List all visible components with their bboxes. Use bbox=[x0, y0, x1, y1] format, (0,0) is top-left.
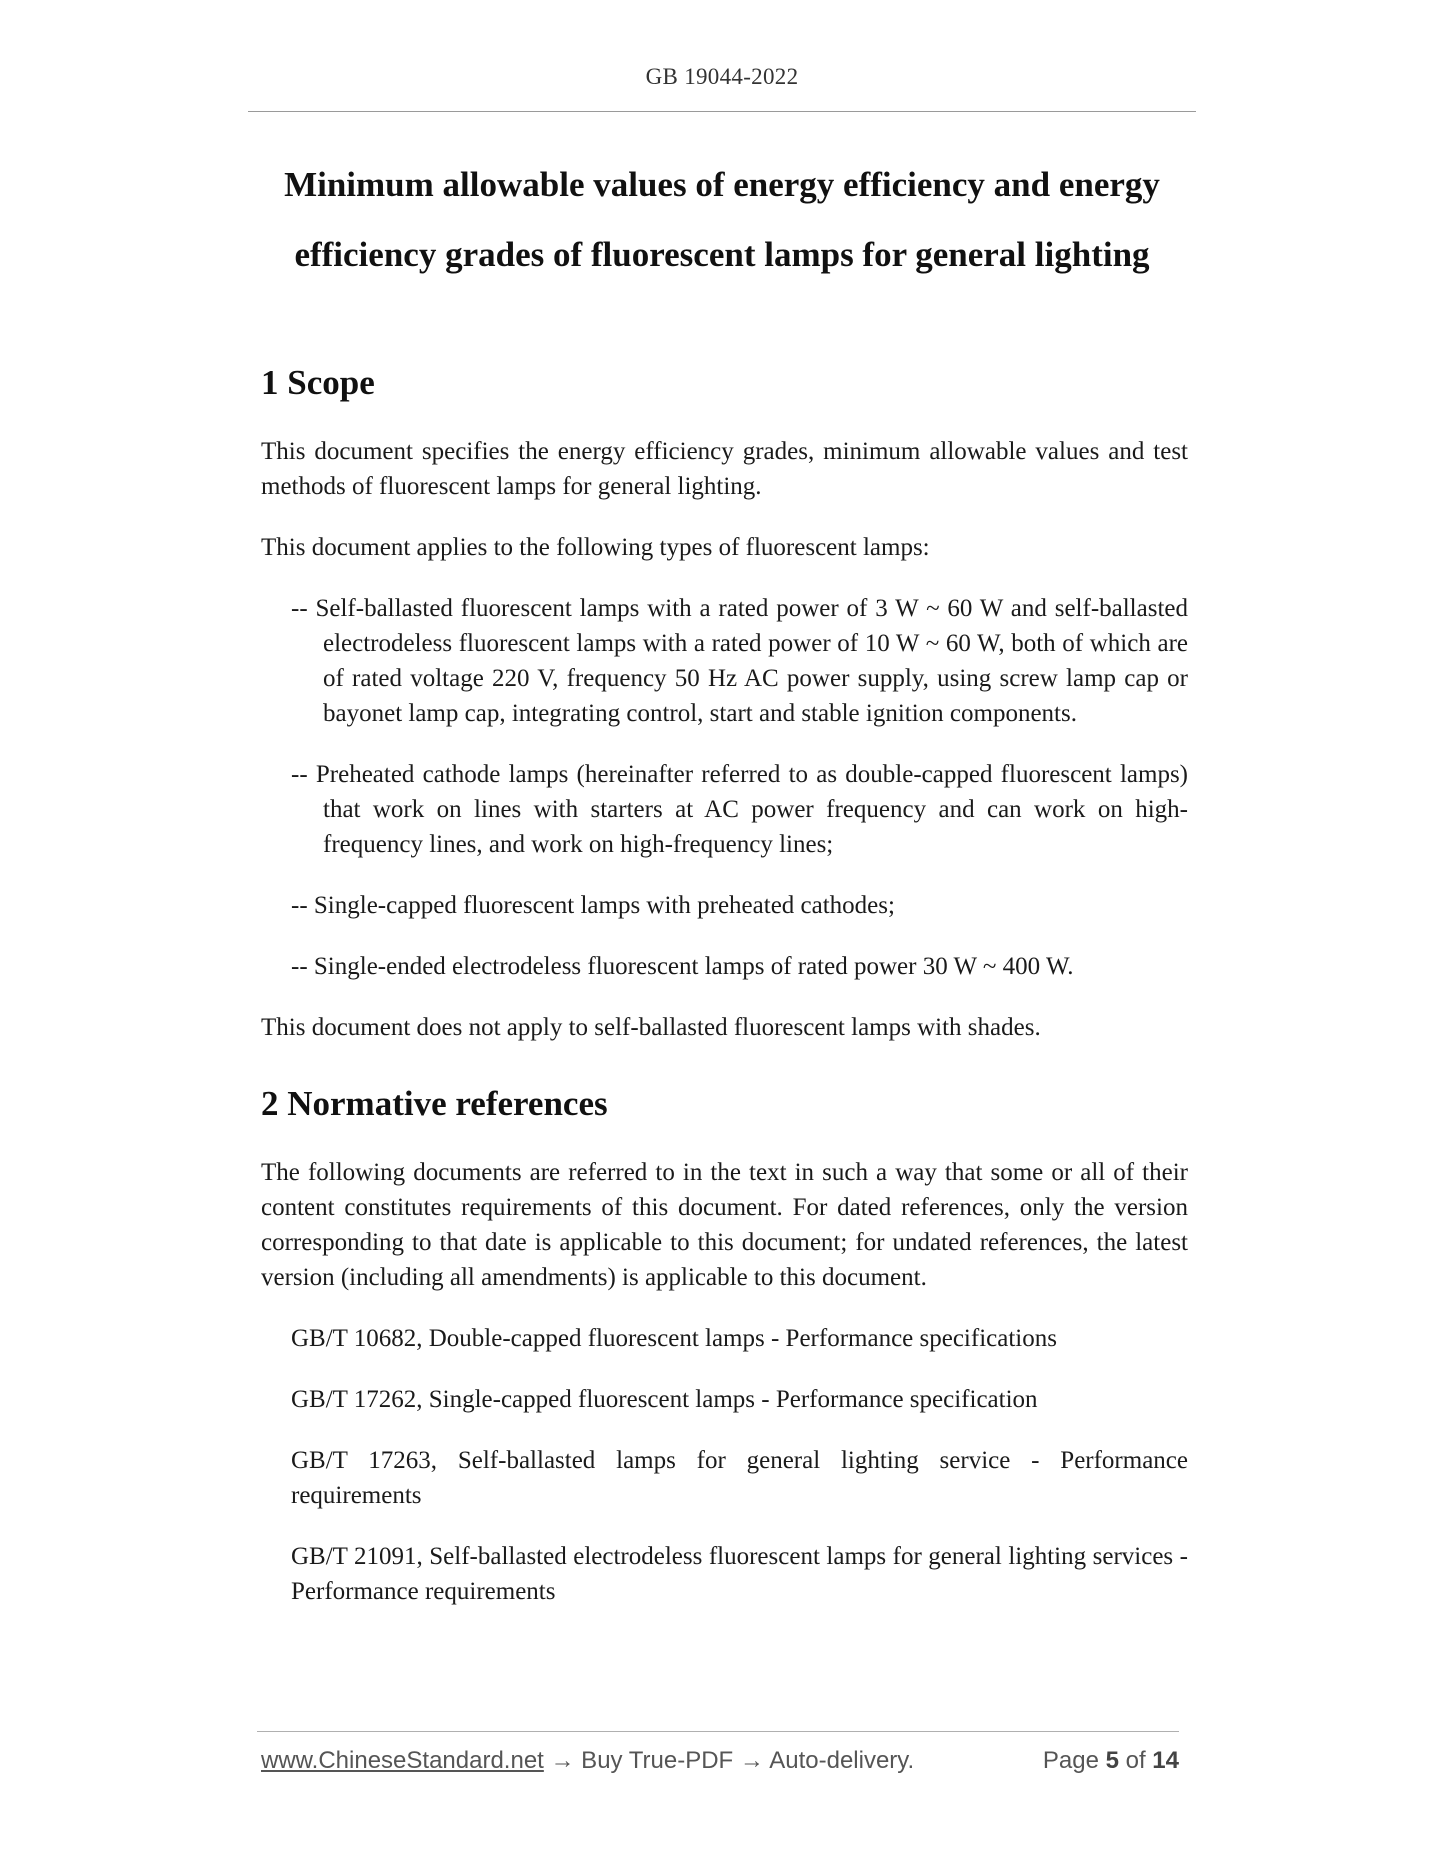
page-footer bbox=[261, 1747, 1179, 1783]
lamp-type-item-single-ended: -- Single-ended electrodeless fluorescent lamps of rated power 30 W ~ 400 W. bbox=[291, 953, 1074, 980]
footer-divider bbox=[257, 1731, 1179, 1732]
section-heading-scope: 1 Scope bbox=[261, 363, 375, 402]
normative-references-paragraph: The following documents are referred to in the text in such a way that some or all of their content constitutes requirements of this document. For dated references, only the version corresponding to that date is applicable to this document; for undated references, the latest version (including all amendments) is applicable to this document. bbox=[261, 1159, 1188, 1291]
section-spacer bbox=[261, 1071, 1188, 1079]
scope-paragraph-1: This document specifies the energy efficiency grades, minimum allowable values and test methods of fluorescent lamps for general lighting. bbox=[261, 438, 1188, 500]
document-title-line-1: Minimum allowable values of energy efficiency and energy bbox=[284, 165, 1160, 204]
page-header: GB 19044-2022 bbox=[645, 64, 799, 89]
website-link[interactable]: www.ChineseStandard.net bbox=[261, 1747, 544, 1774]
reference-item-gbt-17262: GB/T 17262, Single-capped fluorescent lamps - Performance specification bbox=[291, 1386, 1038, 1413]
footer-tagline: → Buy True-PDF → Auto-delivery. bbox=[543, 1747, 915, 1774]
page-number-indicator bbox=[1043, 1747, 1179, 1775]
lamp-type-item-self-ballasted: -- Self-ballasted fluorescent lamps with a rated power of 3 W ~ 60 W and self-ballasted electrodeless fluorescent lamps with a rated power of 10 W ~ 60 W, both of which are of rated voltage 220 V, frequency 50 Hz AC power supply, using screw lamp cap or bayonet lamp cap, integrating control, start and stable ignition components. bbox=[291, 595, 1188, 727]
reference-item-gbt-17263: GB/T 17263, Self-ballasted lamps for general lighting service - Performance requirements bbox=[291, 1447, 1188, 1509]
document-body bbox=[261, 358, 1188, 1635]
lamp-type-item-double-capped: -- Preheated cathode lamps (hereinafter referred to as double-capped fluorescent lamps) that work on lines with starters at AC power frequency and can work on high-frequency lines, and work on high-frequency lines; bbox=[291, 761, 1188, 858]
page-of-label: of bbox=[1118, 1747, 1153, 1774]
header-divider bbox=[248, 111, 1196, 112]
scope-paragraph-3: This document does not apply to self-ballasted fluorescent lamps with shades. bbox=[261, 1014, 1041, 1041]
section-heading-normative-references: 2 Normative references bbox=[261, 1084, 608, 1123]
footer-promo bbox=[261, 1747, 914, 1775]
reference-item-gbt-21091: GB/T 21091, Self-ballasted electrodeless fluorescent lamps for general lighting services - Performance requirements bbox=[291, 1543, 1188, 1605]
page-label: Page bbox=[1042, 1747, 1106, 1774]
page-current-number: 5 bbox=[1105, 1747, 1119, 1774]
page-total-number: 14 bbox=[1152, 1747, 1179, 1774]
document-title bbox=[248, 150, 1196, 290]
reference-item-gbt-10682: GB/T 10682, Double-capped fluorescent lamps - Performance specifications bbox=[291, 1325, 1057, 1352]
document-title-line-2: efficiency grades of fluorescent lamps for general lighting bbox=[294, 235, 1150, 274]
scope-paragraph-2: This document applies to the following types of fluorescent lamps: bbox=[261, 534, 930, 561]
lamp-type-item-single-capped: -- Single-capped fluorescent lamps with preheated cathodes; bbox=[291, 892, 895, 919]
